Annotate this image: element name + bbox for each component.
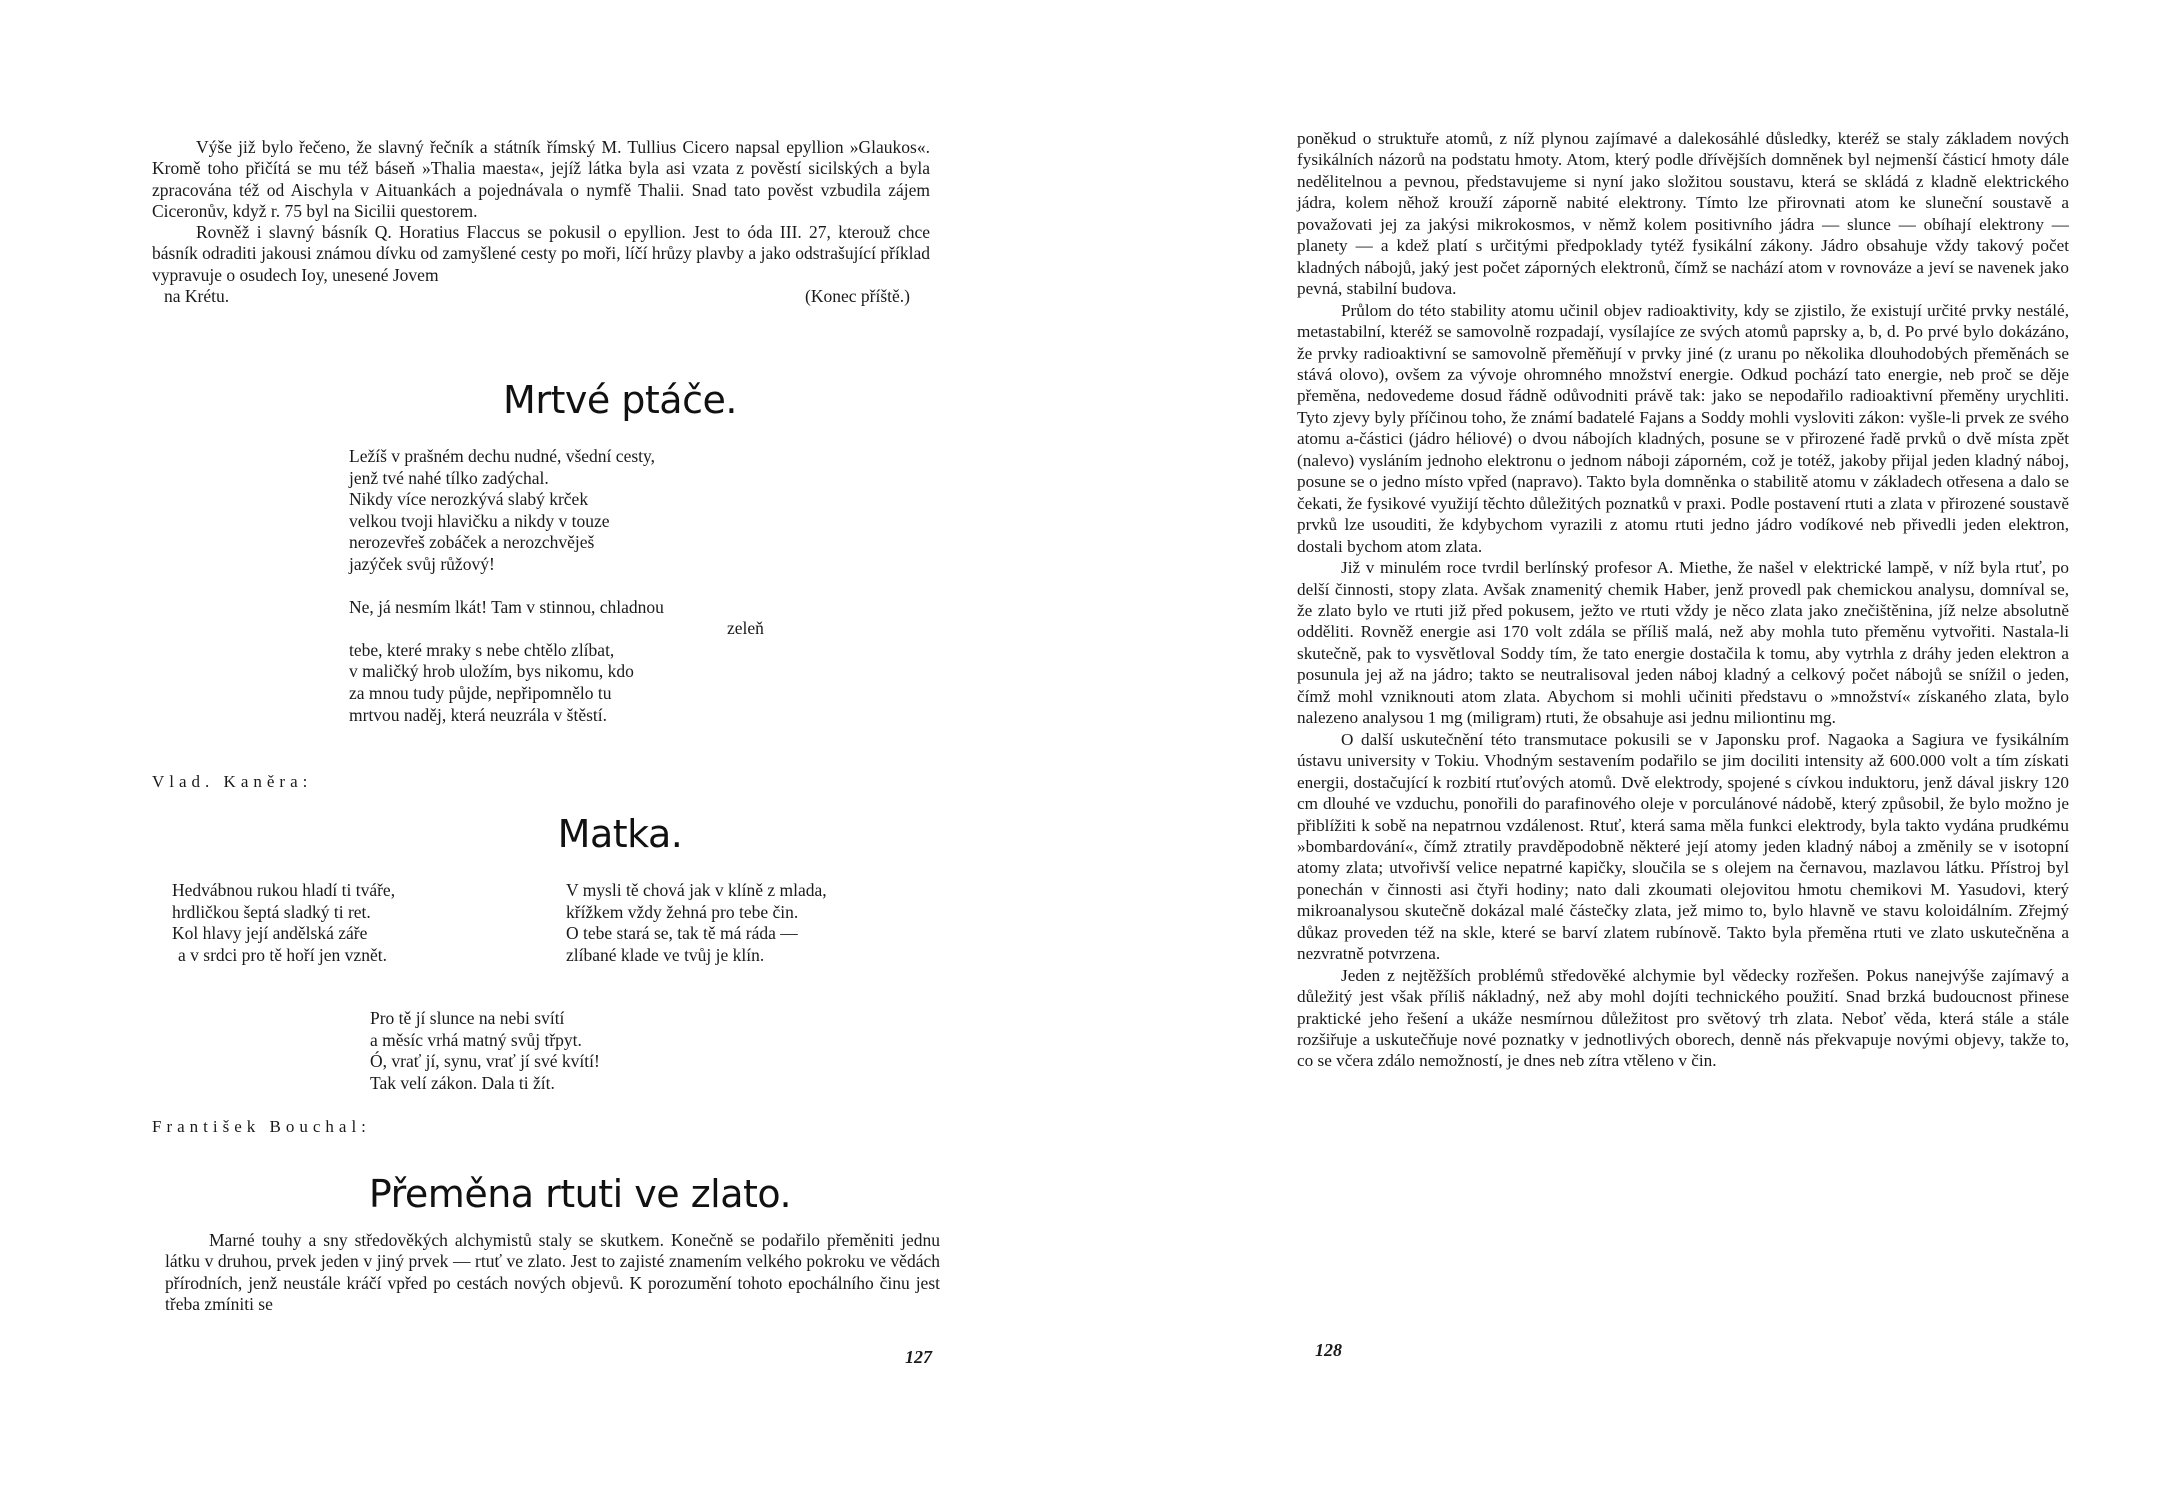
poem-title-matka: Matka.	[557, 812, 683, 856]
poem-line: velkou tvoji hlavičku a nikdy v touze	[349, 510, 610, 531]
poem-line: Tak velí zákon. Dala ti žít.	[370, 1072, 555, 1093]
poem-line-overflow: zeleň	[727, 618, 764, 639]
poem-line: jenž tvé nahé tílko zadýchal.	[349, 467, 549, 488]
article-paragraph: O další uskutečnění této transmutace pokusili se v Japonsku prof. Nagaoka a Sagiura ve fysikálním ústavu university v Tokiu. Vhodným sestavením podařilo se jim dociliti intensity až 600.000 volt a tím získati energii, dostačující k rozbití rtuťových atomů. Dvě elektrody, spojené s cívkou induktoru, jenž dával jiskry 120 cm dlouhé ve vzduchu, ponořili do parafinového oleje v porculánové nádobě, který způsobil, že bylo možno je přiblížiti k sobě na nepatrnou vzdálenost. Rtuť, která sama měla funkci elektrody, byla takto vydána prudkému »bombardování«, čímž ztratily pravděpodobně některé její atomy jeden kladný náboj a změnily se v isotopní atomy zlata; utvořivší velice nepatrné kapičky, sloučila se s olejem na černavou, mazlavou látku. Přístroj byl ponechán v činnosti asi čtyři hodiny; nato dali zkoumati olejovitou hmotu chemikovi M. Yasudovi, který mikroanalysou skutečně dokázal malé částečky zlata, jež mimo to, bylo hlavně ve stavu koloidálním. Zřejmý důkaz proveden též na skle, které se barví zlatem rubínově. Takto byla přeměna rtuti ve zlato uskutečněna a nezvratně potvrzena.	[1297, 729, 2069, 964]
poem-line: nerozevřeš zobáček a nerozchvěješ	[349, 532, 595, 553]
poem-line: Pro tě jí slunce na nebi svítí	[370, 1008, 565, 1028]
article-paragraph: Jeden z nejtěžších problémů středověké alchymie byl vědecky rozřešen. Pokus nanejvýše zajímavý a důležitý jest však příliš nákladný, než aby mohl dojíti technického použití. Snad brzká budoucnost přinese praktické jeho řešení a ukáže nesmírnou důležitost pro světový trh zlata. Neboť věda, která stále a stále rozšiřuje a uskutečňuje nové poznatky v jednotlivých oborech, denně nás překvapuje novými objevy, takže to, co se včera zdálo nemožností, je dnes neb zítra vtěleno v čin.	[1297, 965, 2069, 1071]
to-be-continued-note: (Konec příště.)	[805, 286, 910, 307]
poem-line: Hedvábnou rukou hladí ti tváře,	[172, 880, 396, 900]
poem-line: zlíbané klade ve tvůj je klín.	[566, 944, 765, 965]
poem-line: Ó, vrať jí, synu, vrať jí své kvítí!	[370, 1051, 600, 1072]
article-continued-text	[1297, 128, 2069, 1072]
poem-line: za mnou tudy půjde, nepřipomnělo tu	[349, 682, 612, 703]
poem-line: a měsíc vrhá matný svůj třpyt.	[370, 1029, 582, 1050]
poem-line: Kol hlavy její andělská záře	[172, 923, 368, 944]
poem-stanza-1	[349, 446, 769, 576]
author-bouchal: František Bouchal:	[152, 1117, 371, 1136]
poem-line: v maličký hrob uložím, bys nikomu, kdo	[349, 661, 634, 682]
poem-line: Ne, já nesmím lkát! Tam v stinnou, chladnou	[349, 596, 664, 617]
poem-line: hrdličkou šeptá sladký ti ret.	[172, 901, 371, 922]
intro-paragraph-2: Rovněž i slavný básník Q. Horatius Flaccus se pokusil o epyllion. Jest to óda III. 27, kterouž chce básník odraditi jakousi známou dívku od zamyšlené cesty po moři, líčí hrůzy plavby a jako odstrašující příklad vypravuje o osudech Ioy, unesené Jovem	[152, 222, 930, 285]
poem-line: křížkem vždy žehná pro tebe čin.	[566, 901, 799, 922]
poem-matka-left-stanza	[172, 880, 552, 966]
article-paragraph: Marné touhy a sny středověkých alchymistů staly se skutkem. Konečně se podařilo přeměniti jednu látku v druhou, prvek jeden v jiný prvek — rtuť ve zlato. Jest to zajisté znamením velkého pokroku ve vědách přírodních, jenž neustále kráčí vpřed po cestách nových objevů. K porozumění tohoto epochálního činu jest třeba zmíniti se	[165, 1230, 940, 1314]
page-number-left: 127	[905, 1347, 932, 1367]
intro-end-line	[152, 286, 930, 307]
poem-line: Nikdy více nerozkývá slabý krček	[349, 489, 589, 510]
poem-line: tebe, které mraky s nebe chtělo zlíbat,	[349, 639, 615, 660]
poem-line: jazýček svůj růžový!	[349, 553, 495, 574]
intro-text-block	[152, 137, 930, 307]
right-page	[1085, 0, 2170, 1500]
article-intro-text	[165, 1230, 940, 1315]
intro-last-line: na Krétu.	[164, 286, 230, 307]
poem-mrtve-ptace	[349, 446, 769, 747]
poem-stanza-2	[349, 597, 769, 727]
poem-line: O tebe stará se, tak tě má ráda —	[566, 923, 798, 944]
poem-line: a v srdci pro tě hoří jen vznět.	[178, 944, 387, 965]
poem-line: Ležíš v prašném dechu nudné, všední cesty,	[349, 446, 655, 466]
poem-line: V mysli tě chová jak v klíně z mlada,	[566, 880, 827, 900]
page-number-right: 128	[1315, 1340, 1342, 1360]
poem-matka-bottom-stanza	[370, 1008, 790, 1094]
article-paragraph: Již v minulém roce tvrdil berlínský profesor A. Miethe, že našel v elektrické lampě, v níž byla rtuť, po delší činnosti, stopy zlata. Avšak znamenitý chemik Haber, jenž provedl pak chemickou analysu, domníval se, že zlato bylo ve rtuti již před pokusem, ježto ve rtuti vždy je něco zlata jako znečištěnina, jíž nelze absolutně odděliti. Rovněž energie asi 170 volt zdála se příliš malá, než aby mohla tuto přeměnu vytvořiti. Nastala-li skutečně, pak to vysvětloval Soddy tím, že tato energie dostačila k tomu, aby vytrhla z dráhy jeden elektron a posunula jej až na jádro; takto se neutralisoval jeden náboj kladný a celkový počet nábojů se snížil o jeden, čímž mohl vzniknouti atom zlata. Abychom si mohli učiniti představu o »množství« získaného zlata, bylo nalezeno analysou 1 mg (miligram) rtuti, že obsahuje asi jednu miliontinu mg.	[1297, 558, 2069, 728]
article-paragraph: poněkud o struktuře atomů, z níž plynou zajímavé a dalekosáhlé důsledky, kteréž se staly základem nových fysikálních názorů na podstatu hmoty. Atom, který podle dřívějších domněnek byl nejmenší částicí hmoty dále nedělitelnou a pevnou, představujeme si nyní jako složitou soustavu, která se skládá z kladně elektrického jádra, kolem něhož krouží záporně nabité elektrony. Tímto lze přirovnati atom ke sluneční soustavě a považovati jej za jakýsi mikrokosmos, v němž kolem positivního jádra — slunce — obíhají elektrony — planety — a kdež platí s určitými předpoklady tytéž fysikální zákony. Jádro obsahuje vždy takový počet kladných nábojů, jaký jest počet záporných elektronů, čímž se nachází atom v rovnováze a jeví se navenek jako pevná, stabilní budova.	[1297, 129, 2069, 299]
intro-paragraph-1: Výše již bylo řečeno, že slavný řečník a státník římský M. Tullius Cicero napsal epyllion »Glaukos«. Kromě toho přičítá se mu též báseň »Thalia maesta«, jejíž látka byla asi vzata z pověstí sicilských a byla zpracována též od Aischyla v Aituankách a pojednávala o nymfě Thalii. Snad tato pověst vzbudila zájem Ciceronův, když r. 75 byl na Sicilii questorem.	[152, 137, 930, 221]
poem-title-mrtve-ptace: Mrtvé ptáče.	[503, 378, 737, 422]
article-title-premena: Přeměna rtuti ve zlato.	[368, 1172, 792, 1216]
article-paragraph: Průlom do této stability atomu učinil objev radioaktivity, kdy se zjistilo, že existují určité prvky nestálé, metastabilní, kteréž se samovolně rozpadají, vysílajíce ze svých atomů paprsky a, b, d. Po prvé bylo dokázáno, že prvky radioaktivní se samovolně přeměňují v prvky jiné (z uranu po několika dlouhodobých přeměnách se stává olovo), ovšem za vývoje ohromného množství energie. Odkud pochází tato energie, neb proč se děje přeměna, nedovedeme dosud řádně odůvodniti právě tak: jako se nepodařilo radioaktivní přeměny urychliti. Tyto zjevy byly příčinou toho, že známí badatelé Fajans a Soddy mohli vysloviti zákon: vyšle-li prvek ze svého atomu a-částici (jádro héliové) o dvou nábojích kladných, posune se v přirozené řadě prvků o dvě místa zpět (nalevo) vysláním jednoho elektronu o jednom náboji záporném, což je totéž, jakoby přijal jeden kladný náboj, posune se o jedno místo vpřed (napravo). Takto byla domněnka o stabilitě atomu v základech otřesena a dalo se čekati, že fysikové využijí těchto důležitých poznatků v praxi. Podle postavení rtuti a zlata v přirozené soustavě prvků lze usouditi, že kdybychom vyrazili z atomu rtuti jedno jádro vodíkové neb přivedli jeden elektron, dostali bychom atom zlata.	[1297, 300, 2069, 556]
author-kanera: Vlad. Kaněra:	[152, 772, 313, 791]
poem-line: mrtvou naděj, která neuzrála v štěstí.	[349, 704, 608, 725]
poem-matka-right-stanza	[566, 880, 946, 966]
